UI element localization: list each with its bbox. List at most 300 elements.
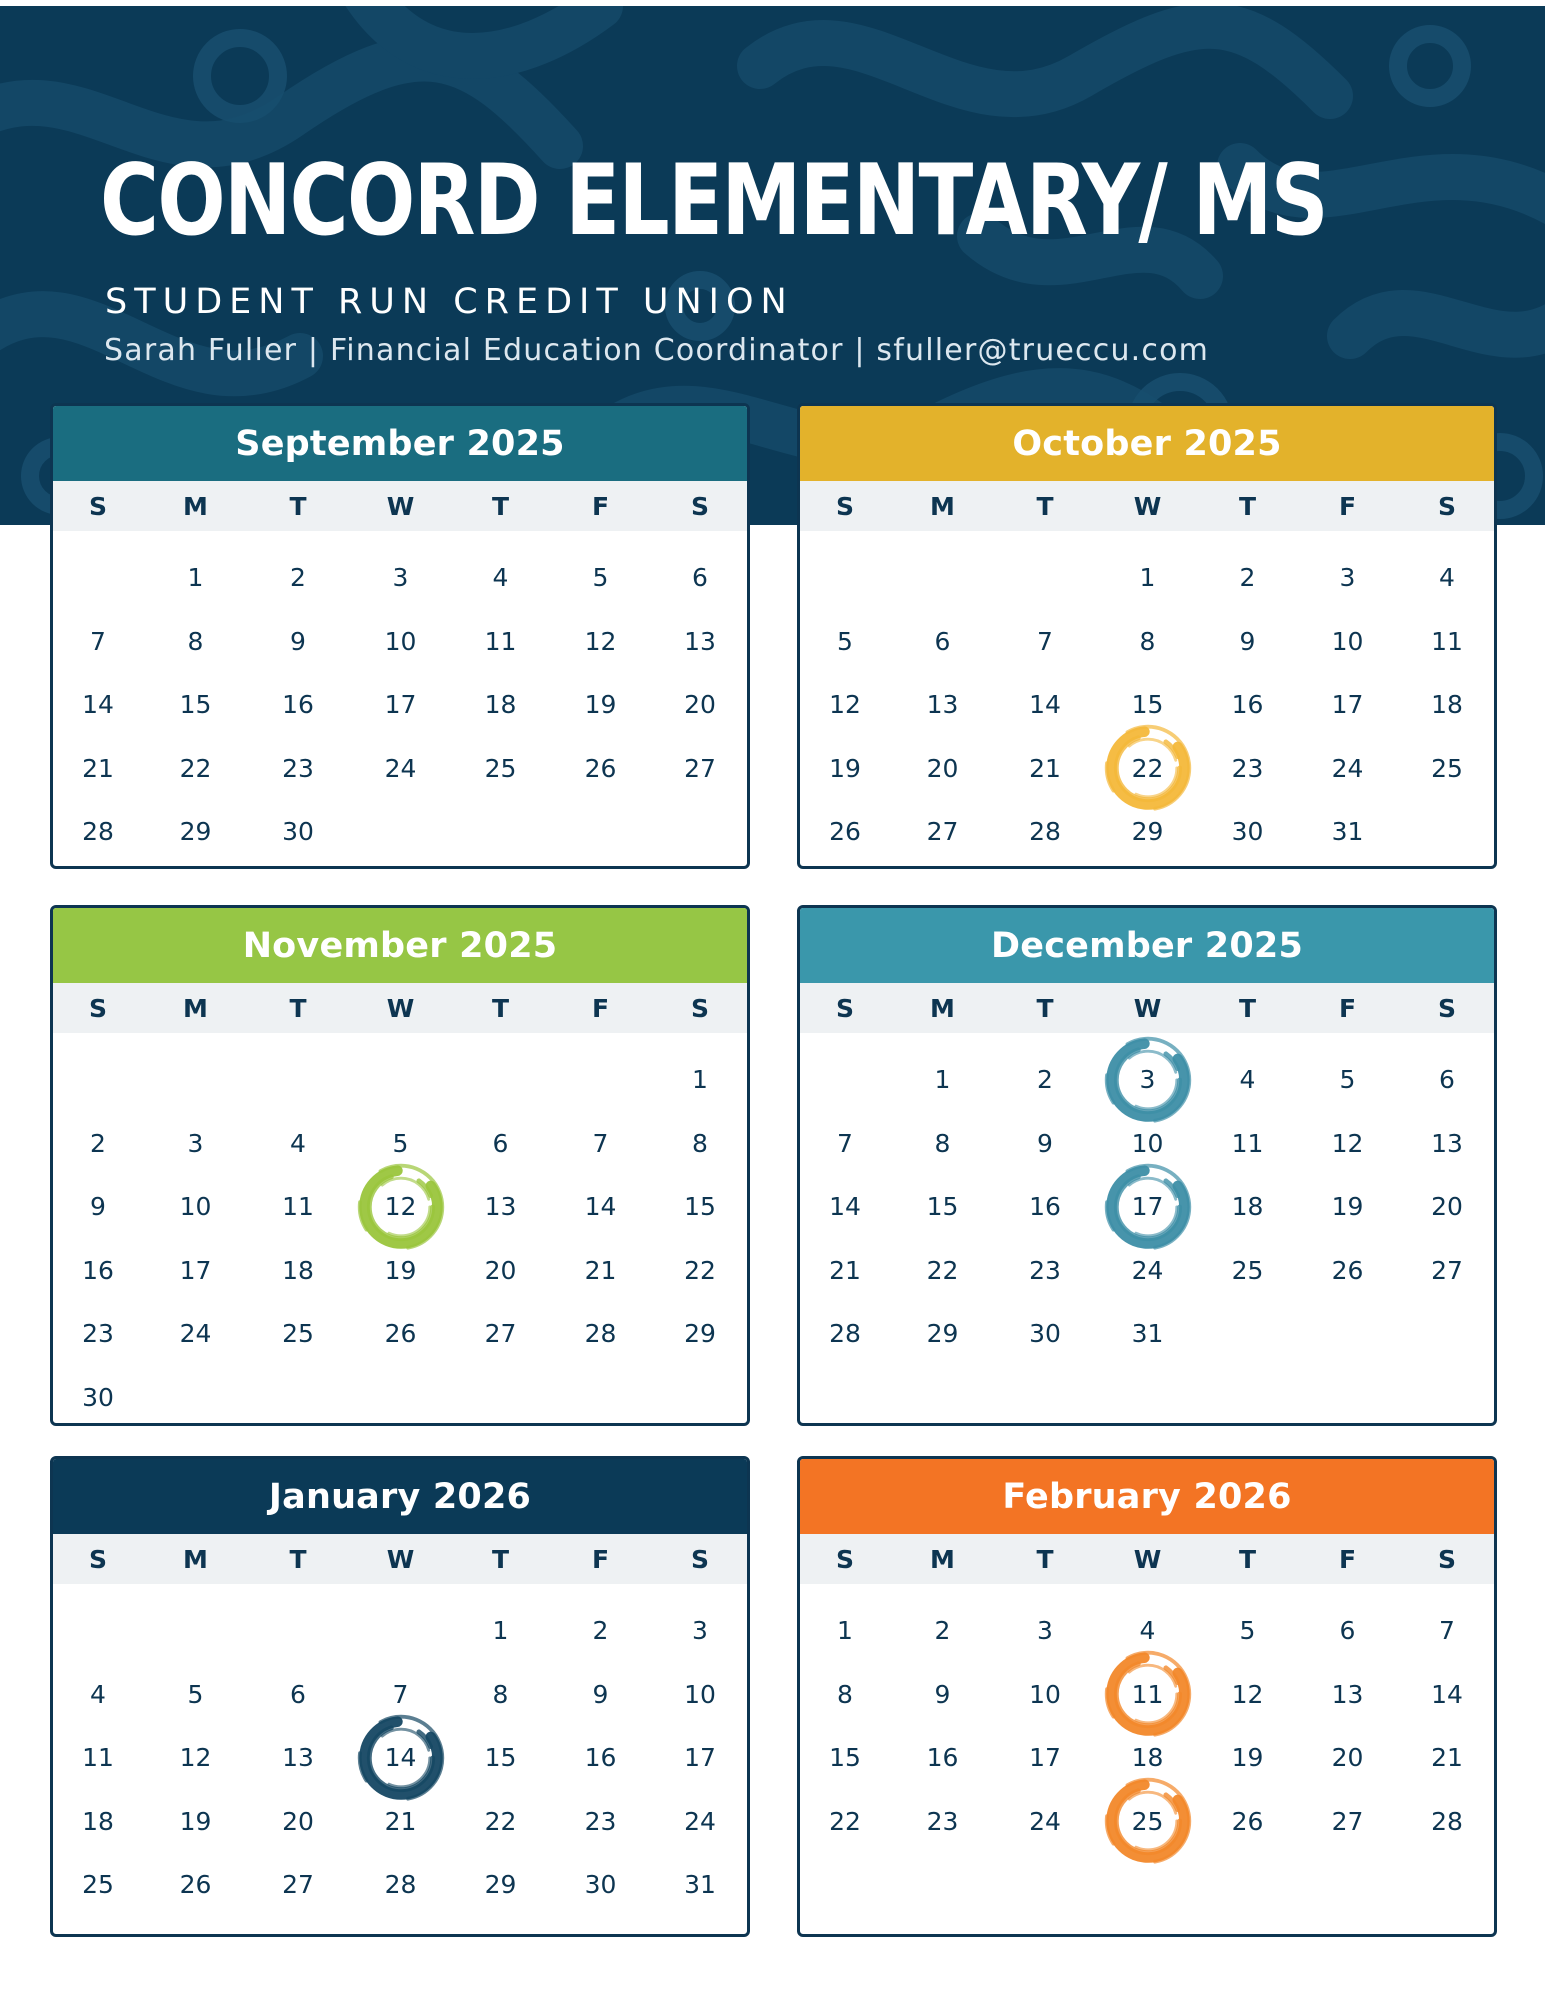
day-cell [1295,1239,1400,1303]
day-cell [995,1048,1095,1112]
day-cell [453,1239,548,1303]
date-grid [800,531,1494,864]
day-number: 24 [1131,1255,1164,1285]
day-number: 9 [1239,626,1256,656]
day-cell [1095,546,1200,610]
day-cell [890,800,995,864]
day-cell [453,1175,548,1239]
day-cell [890,1663,995,1727]
day-cell [248,1663,348,1727]
day-number: 5 [392,1128,409,1158]
day-cell [143,1175,248,1239]
day-cell [453,546,548,610]
day-cell [143,546,248,610]
weekday-label: W [1133,993,1162,1023]
weekday-label: M [183,1544,208,1574]
day-number: 18 [82,1806,114,1836]
day-cell [653,1112,747,1176]
day-number: 30 [1231,817,1264,847]
day-cell [53,1726,143,1790]
day-number: 12 [179,1743,212,1773]
day-number: 25 [82,1870,114,1900]
day-cell [1295,546,1400,610]
weekday-row [800,1534,1494,1584]
weekday-label: T [491,993,510,1023]
weekday-label: W [1133,1544,1162,1574]
day-number: 13 [484,1192,517,1222]
weekday-label: T [1238,993,1257,1023]
day-number: 22 [684,1255,716,1285]
day-number: 17 [1029,1743,1061,1773]
day-number: 10 [1131,1128,1164,1158]
day-number: 23 [282,753,314,783]
day-cell [653,1663,747,1727]
weekday-label: S [835,491,854,521]
day-number: 4 [1139,1616,1156,1646]
day-cell [53,800,143,864]
empty-day-cell [995,546,1095,610]
day-number: 14 [1431,1679,1463,1709]
day-cell [800,1302,890,1366]
empty-day-cell [800,546,890,610]
day-number: 13 [684,626,716,656]
day-cell [1095,1302,1200,1366]
weekday-label: S [1437,1544,1456,1574]
day-number: 1 [492,1616,509,1646]
day-cell [143,1239,248,1303]
weekday-label: S [88,1544,107,1574]
day-number: 21 [1029,753,1061,783]
day-number: 27 [684,753,716,783]
day-cell [143,1112,248,1176]
day-cell [453,610,548,674]
day-cell [348,1663,453,1727]
day-cell [348,1302,453,1366]
day-number: 25 [1131,1806,1164,1836]
weekday-label: S [835,993,854,1023]
day-cell [453,1112,548,1176]
month-header: November 2025 [53,908,747,983]
day-cell [1200,1112,1295,1176]
day-cell [348,1853,453,1917]
day-number: 27 [282,1870,314,1900]
day-number: 20 [282,1806,314,1836]
day-number: 11 [484,626,517,656]
day-cell [995,673,1095,737]
day-number: 15 [484,1743,517,1773]
weekday-row [53,983,747,1033]
day-number: 19 [584,690,617,720]
day-cell [248,1726,348,1790]
day-number: 13 [282,1743,314,1773]
day-number: 23 [1029,1255,1061,1285]
day-number: 13 [1331,1679,1364,1709]
day-number: 29 [684,1319,716,1349]
day-cell [143,610,248,674]
day-cell [1095,610,1200,674]
day-number: 23 [82,1319,114,1349]
day-cell [453,1726,548,1790]
day-number: 10 [179,1192,212,1222]
day-cell [1295,673,1400,737]
page-title: CONCORD ELEMENTARY/ MS [100,144,1328,258]
day-number: 24 [384,753,417,783]
day-number: 8 [692,1128,708,1158]
day-cell [800,1790,890,1854]
day-cell [53,737,143,801]
day-number: 19 [1231,1743,1264,1773]
calendar-december-2025 [797,905,1497,1426]
day-cell [1400,1175,1494,1239]
day-number: 26 [1231,1806,1264,1836]
day-number: 1 [837,1616,853,1646]
month-header: December 2025 [800,908,1494,983]
day-number: 21 [829,1255,861,1285]
day-cell [453,1599,548,1663]
day-number: 26 [179,1870,212,1900]
day-number: 27 [1331,1806,1364,1836]
day-cell [248,1112,348,1176]
day-number: 11 [1131,1679,1164,1709]
day-number: 22 [829,1806,861,1836]
day-cell [1200,1663,1295,1727]
weekday-row [800,983,1494,1033]
day-cell [1400,1599,1494,1663]
day-number: 19 [1331,1192,1364,1222]
day-cell [890,1790,995,1854]
day-cell [1400,1112,1494,1176]
day-number: 22 [179,753,212,783]
day-number: 14 [82,690,114,720]
day-number: 28 [82,817,114,847]
day-cell-highlighted [1095,1790,1200,1854]
empty-day-cell [143,1599,248,1663]
day-number: 15 [179,690,212,720]
day-cell [348,1239,453,1303]
day-number: 17 [384,690,417,720]
day-cell [653,1302,747,1366]
day-cell [1295,1112,1400,1176]
day-number: 3 [187,1128,204,1158]
weekday-label: S [835,1544,854,1574]
day-cell [53,610,143,674]
day-cell [1200,1599,1295,1663]
day-cell [1200,546,1295,610]
day-cell [53,1853,143,1917]
day-number: 22 [926,1255,959,1285]
day-cell [890,1726,995,1790]
day-cell [800,1175,890,1239]
day-number: 9 [592,1679,609,1709]
day-cell [1200,800,1295,864]
day-cell [1400,1239,1494,1303]
day-cell [53,1175,143,1239]
day-number: 1 [692,1065,708,1095]
weekday-label: W [1133,491,1162,521]
day-cell [53,1302,143,1366]
day-number: 19 [179,1806,212,1836]
month-header: January 2026 [53,1459,747,1534]
weekday-label: T [1036,993,1054,1023]
day-cell [143,1302,248,1366]
day-number: 27 [1431,1255,1463,1285]
day-number: 3 [692,1616,708,1646]
day-number: 26 [384,1319,417,1349]
day-cell [1095,1726,1200,1790]
day-cell [548,1663,653,1727]
day-cell [248,800,348,864]
day-number: 17 [684,1743,716,1773]
day-number: 20 [484,1255,517,1285]
day-number: 16 [584,1743,617,1773]
day-cell [548,1790,653,1854]
day-number: 29 [179,817,212,847]
day-cell [548,610,653,674]
day-cell [348,737,453,801]
day-number: 21 [584,1255,617,1285]
day-cell [143,737,248,801]
weekday-label: M [183,993,208,1023]
weekday-label: T [1036,491,1054,521]
day-number: 20 [926,753,959,783]
day-number: 18 [484,690,517,720]
day-number: 30 [82,1382,114,1412]
day-number: 30 [584,1870,617,1900]
day-cell [890,1302,995,1366]
day-cell [653,737,747,801]
day-number: 4 [290,1128,306,1158]
day-cell [548,1175,653,1239]
day-number: 16 [82,1255,114,1285]
day-cell [548,1599,653,1663]
day-cell [1200,1239,1295,1303]
day-cell-highlighted [1095,737,1200,801]
day-cell [653,610,747,674]
day-cell [248,610,348,674]
day-number: 7 [392,1679,409,1709]
day-number: 7 [90,626,106,656]
day-number: 20 [1331,1743,1364,1773]
day-number: 28 [1431,1806,1463,1836]
day-cell [548,546,653,610]
weekday-label: F [591,1544,610,1574]
day-cell [1295,1663,1400,1727]
day-number: 28 [1029,817,1061,847]
day-number: 12 [829,690,861,720]
day-cell [1400,1048,1494,1112]
day-number: 2 [934,1616,951,1646]
day-cell [1295,1599,1400,1663]
day-cell [890,610,995,674]
day-number: 12 [1231,1679,1264,1709]
day-cell [53,1112,143,1176]
day-number: 18 [282,1255,314,1285]
day-number: 21 [1431,1743,1463,1773]
empty-day-cell [800,1048,890,1112]
day-number: 29 [926,1319,959,1349]
day-number: 22 [1131,753,1164,783]
day-cell-highlighted [348,1175,453,1239]
day-cell [653,673,747,737]
day-number: 14 [384,1743,417,1773]
day-number: 23 [1231,753,1264,783]
day-number: 24 [684,1806,716,1836]
weekday-label: M [930,491,955,521]
day-number: 12 [1331,1128,1364,1158]
day-number: 6 [1439,1065,1455,1095]
day-number: 2 [1239,563,1256,593]
day-cell-highlighted [1095,1175,1200,1239]
day-number: 14 [1029,690,1061,720]
weekday-label: M [930,993,955,1023]
day-cell [653,1175,747,1239]
day-cell [143,800,248,864]
empty-day-cell [248,1599,348,1663]
day-number: 4 [90,1679,106,1709]
day-cell [653,546,747,610]
day-number: 21 [82,753,114,783]
day-cell [248,1853,348,1917]
empty-day-cell [248,1048,348,1112]
weekday-label: T [1238,1544,1257,1574]
day-cell [1095,1112,1200,1176]
weekday-label: F [1338,993,1357,1023]
weekday-label: F [1338,1544,1357,1574]
day-cell [1200,673,1295,737]
day-number: 25 [1431,753,1463,783]
day-cell [1295,800,1400,864]
weekday-label: S [1437,491,1456,521]
day-number: 16 [1029,1192,1061,1222]
day-number: 16 [1231,690,1264,720]
day-cell [995,610,1095,674]
weekday-label: F [591,993,610,1023]
weekday-label: T [1238,491,1257,521]
day-cell [248,1790,348,1854]
day-number: 8 [187,626,204,656]
day-number: 7 [837,1128,853,1158]
day-cell [53,673,143,737]
day-cell [995,1302,1095,1366]
day-number: 15 [829,1743,861,1773]
month-header: September 2025 [53,406,747,481]
weekday-row [53,481,747,531]
day-cell [800,800,890,864]
day-cell [453,1302,548,1366]
day-cell [548,1853,653,1917]
day-number: 28 [829,1319,861,1349]
day-number: 31 [1331,817,1364,847]
calendar-february-2026 [797,1456,1497,1937]
day-cell [1400,1663,1494,1727]
day-cell [143,673,248,737]
day-number: 9 [290,626,306,656]
day-number: 23 [584,1806,617,1836]
day-number: 13 [1431,1128,1463,1158]
day-cell [1295,1048,1400,1112]
day-cell [453,1663,548,1727]
month-header: October 2025 [800,406,1494,481]
day-cell [1095,800,1200,864]
day-cell [995,1663,1095,1727]
day-cell [995,1790,1095,1854]
day-number: 25 [282,1319,314,1349]
day-cell [548,1239,653,1303]
day-cell [53,1663,143,1727]
day-number: 25 [1231,1255,1264,1285]
day-cell [1200,737,1295,801]
day-number: 20 [684,690,716,720]
day-cell [348,1112,453,1176]
empty-day-cell [453,1048,548,1112]
calendar-november-2025 [50,905,750,1426]
day-cell [143,1790,248,1854]
day-cell [248,1239,348,1303]
day-number: 1 [187,563,204,593]
day-cell [890,737,995,801]
day-cell [800,610,890,674]
day-number: 6 [934,626,951,656]
day-cell [248,1175,348,1239]
day-number: 16 [282,690,314,720]
day-cell [143,1726,248,1790]
day-number: 7 [1037,626,1053,656]
day-cell [1400,1726,1494,1790]
day-number: 10 [1331,626,1364,656]
weekday-row [800,481,1494,531]
empty-day-cell [143,1048,248,1112]
day-cell [453,1790,548,1854]
day-cell [548,1112,653,1176]
weekday-label: F [1338,491,1357,521]
weekday-label: W [386,491,415,521]
day-number: 31 [1131,1319,1164,1349]
day-cell [800,1726,890,1790]
day-number: 5 [592,563,609,593]
weekday-label: T [289,491,307,521]
day-number: 7 [592,1128,609,1158]
day-cell [248,1302,348,1366]
day-cell [348,546,453,610]
day-cell-highlighted [1095,1663,1200,1727]
weekday-label: S [88,491,107,521]
day-cell-highlighted [1095,1048,1200,1112]
empty-day-cell [53,1599,143,1663]
day-cell [995,1726,1095,1790]
empty-day-cell [890,546,995,610]
day-number: 28 [584,1319,617,1349]
day-number: 8 [492,1679,509,1709]
day-cell [1295,1175,1400,1239]
day-cell [800,673,890,737]
day-number: 2 [1037,1065,1053,1095]
calendar-september-2025 [50,403,750,869]
day-cell [890,1239,995,1303]
day-number: 8 [837,1679,853,1709]
day-cell [653,1048,747,1112]
contact-line: Sarah Fuller | Financial Education Coordinator | sfuller@trueccu.com [104,333,1210,368]
day-number: 10 [684,1679,716,1709]
day-cell [248,546,348,610]
weekday-label: T [1036,1544,1054,1574]
day-cell [453,1853,548,1917]
day-number: 17 [1131,1192,1164,1222]
day-number: 30 [1029,1319,1061,1349]
day-cell [1095,1239,1200,1303]
day-number: 6 [1339,1616,1356,1646]
day-number: 5 [837,626,853,656]
day-cell [1200,1790,1295,1854]
